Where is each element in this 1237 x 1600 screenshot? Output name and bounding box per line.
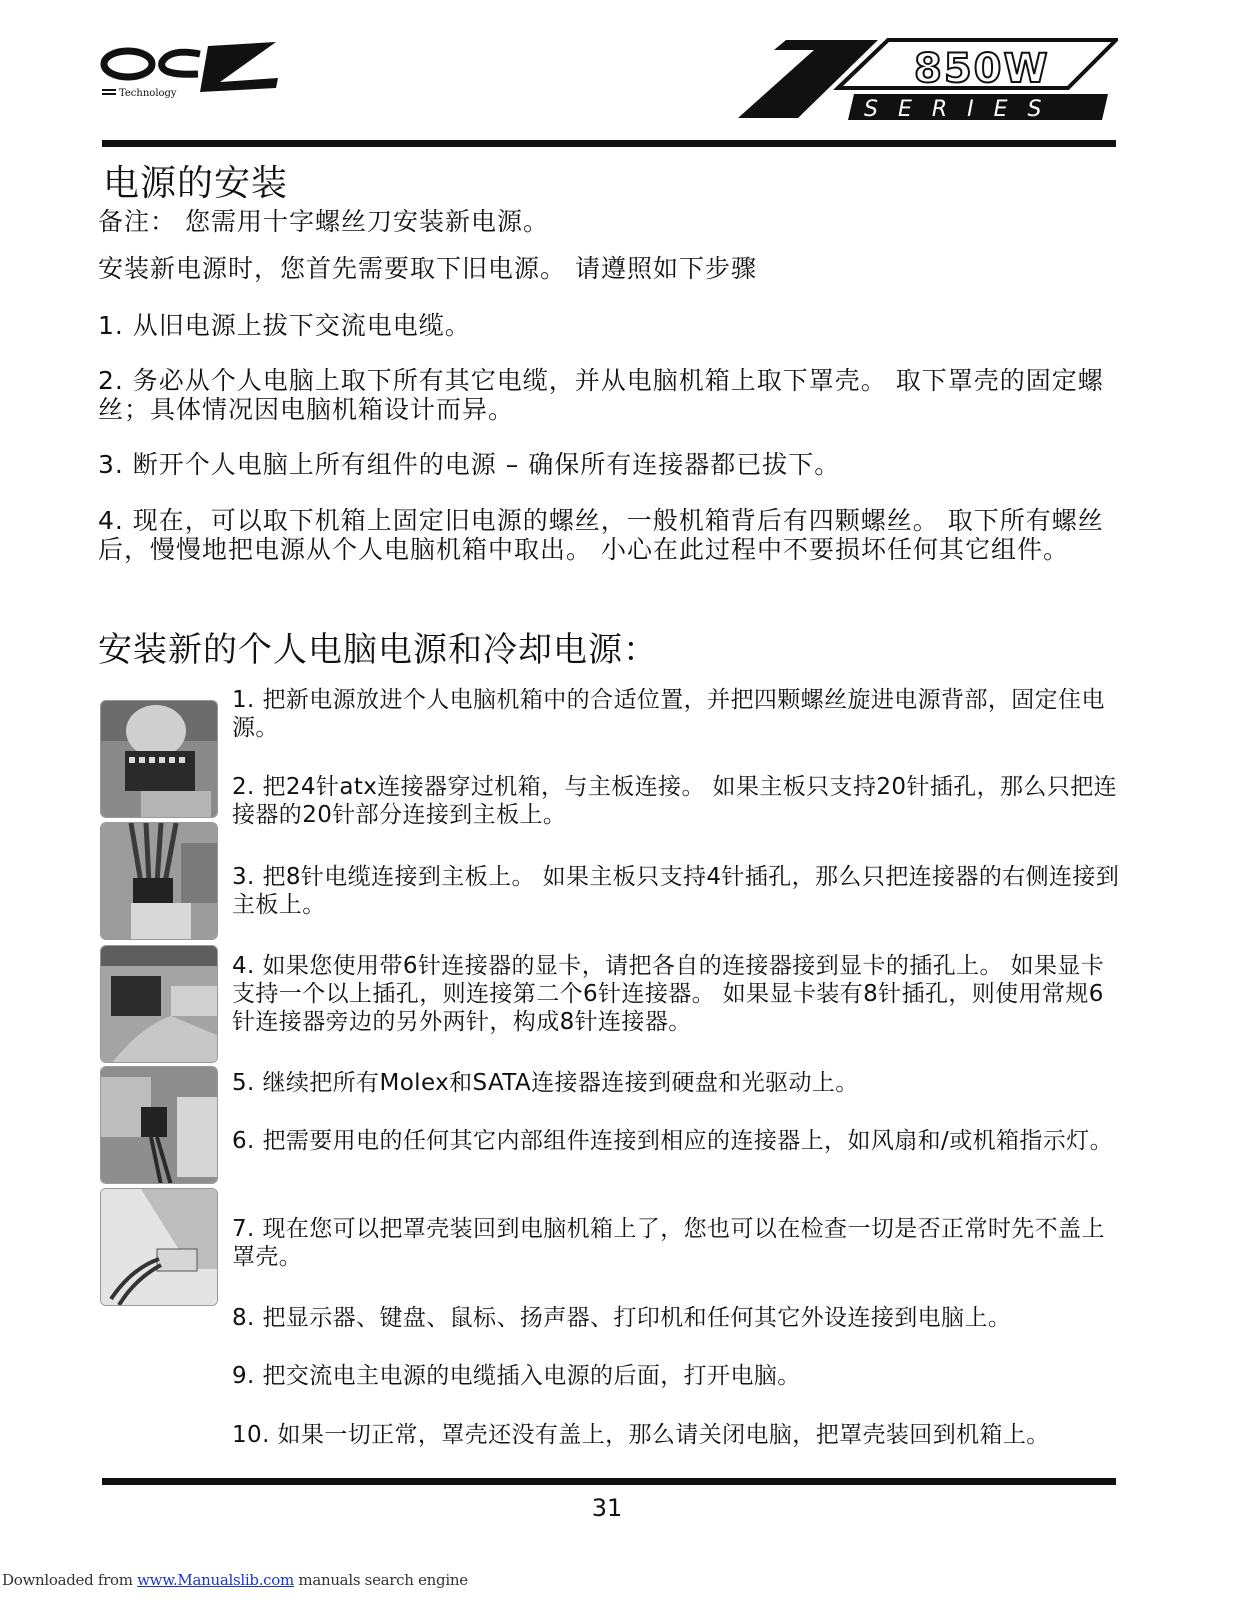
install-step-9: 9. 把交流电主电源的电缆插入电源的后面，打开电脑。 <box>232 1363 801 1389</box>
manualslib-link[interactable]: www.Manualslib.com <box>137 1571 294 1589</box>
series-name-text: SERIES <box>864 97 1062 122</box>
photo-24pin-connector <box>100 700 218 818</box>
section-title-installation: 电源的安装 <box>103 163 289 204</box>
section-title-new-psu: 安装新的个人电脑电源和冷却电源： <box>98 630 658 670</box>
install-step-7: 7. 现在您可以把罩壳装回到电脑机箱上了，您也可以在检查一切是否正常时先不盖上罩壳。 <box>232 1216 1105 1270</box>
intro-text: 安装新电源时，您首先需要取下旧电源。 请遵照如下步骤 <box>98 254 757 283</box>
photo-molex-sata <box>100 1066 218 1184</box>
removal-step-1: 1. 从旧电源上拔下交流电电缆。 <box>98 311 471 340</box>
install-step-3: 3. 把8针电缆连接到主板上。 如果主板只支持4针插孔，那么只把连接器的右侧连接到主板上。 <box>232 864 1120 918</box>
install-step-2: 2. 把24针atx连接器穿过机箱，与主板连接。 如果主板只支持20针插孔，那么只把连接器的20针部分连接到主板上。 <box>232 774 1118 828</box>
download-footer <box>2 1571 468 1589</box>
removal-step-2: 2. 务必从个人电脑上取下所有其它电缆，并从电脑机箱上取下罩壳。 取下罩壳的固定螺丝；具体情况因电脑机箱设计而异。 <box>98 366 1104 424</box>
install-step-6: 6. 把需要用电的任何其它内部组件连接到相应的连接器上，如风扇和/或机箱指示灯。 <box>232 1128 1114 1154</box>
footer-rule <box>102 1478 1116 1485</box>
note-text: 备注： 您需用十字螺丝刀安装新电源。 <box>98 207 549 236</box>
removal-step-3: 3. 断开个人电脑上所有组件的电源 – 确保所有连接器都已拔下。 <box>98 450 841 479</box>
install-step-8: 8. 把显示器、键盘、鼠标、扬声器、打印机和任何其它外设连接到电脑上。 <box>232 1305 1012 1331</box>
ocz-technology-logo <box>100 38 280 104</box>
install-step-10: 10. 如果一切正常，罩壳还没有盖上，那么请关闭电脑，把罩壳装回到机箱上。 <box>232 1422 1050 1448</box>
install-step-1: 1. 把新电源放进个人电脑机箱中的合适位置，并把四颗螺丝旋进电源背部，固定住电源。 <box>232 687 1105 741</box>
footer-prefix: Downloaded from <box>2 1571 138 1589</box>
photo-gpu-connector <box>100 945 218 1063</box>
header-rule <box>102 140 1116 147</box>
footer-suffix: manuals search engine <box>293 1571 468 1589</box>
removal-step-4: 4. 现在，可以取下机箱上固定旧电源的螺丝，一般机箱背后有四颗螺丝。 取下所有螺丝后，慢慢地把电源从个人电脑机箱中取出。 小心在此过程中不要损坏任何其它组件。 <box>98 506 1104 564</box>
photo-hard-drive <box>100 1188 218 1306</box>
photo-8pin-cable <box>100 822 218 940</box>
z-series-850w-logo <box>738 38 1118 124</box>
series-model-text: 850W <box>914 46 1050 92</box>
install-step-5: 5. 继续把所有Molex和SATA连接器连接到硬盘和光驱动上。 <box>232 1070 859 1096</box>
page-number: 31 <box>591 1494 623 1522</box>
ocz-logo-sub: Technology <box>119 88 177 99</box>
install-step-4: 4. 如果您使用带6针连接器的显卡，请把各自的连接器接到显卡的插孔上。 如果显卡支持一个以上插孔，则连接第二个6针连接器。 如果显卡装有8针插孔，则使用常规6针连接器旁边的另外两针，构成8针连接器。 <box>232 953 1105 1035</box>
